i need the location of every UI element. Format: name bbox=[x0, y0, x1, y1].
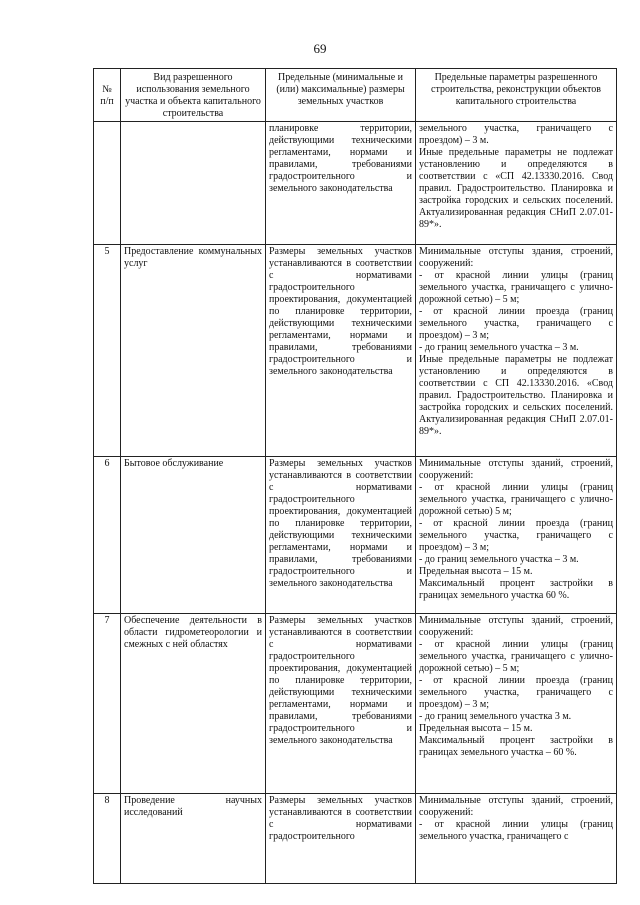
param-line: Минимальные отступы здания, строений, сооружений: bbox=[419, 246, 613, 269]
row-build-params bbox=[416, 457, 617, 614]
row-build-params bbox=[416, 245, 617, 457]
header-build-params: Предельные параметры разрешенного строительства, реконструкции объектов капитального строительства bbox=[416, 69, 617, 122]
row-build-params bbox=[416, 122, 617, 245]
param-line: - от красной линии проезда (границ земельного участка, граничащего с проездом) – 3 м; bbox=[419, 518, 613, 553]
row-use-type: Проведение научных исследований bbox=[121, 794, 266, 884]
row-plot-sizes: планировке территории, действующими техническими регламентами, нормами и правилами, требованиями градостроительного и земельного законодательства bbox=[266, 122, 416, 245]
row-number bbox=[94, 122, 121, 245]
param-line: - от красной линии улицы (границ земельного участка, граничащего с улично-дорожной сетью) – 5 м; bbox=[419, 639, 613, 674]
param-line: Иные предельные параметры не подлежат установлению и определяются в соответствии с «СП 42.13330.2016. Свод правил. Градостроительство. Планировка и застройка городских и сельских поселений. Актуализированная редакция СНиП 2.07.01-89*». bbox=[419, 147, 613, 230]
param-line: - до границ земельного участка 3 м. bbox=[419, 711, 572, 722]
param-line: - до границ земельного участка – 3 м. bbox=[419, 554, 579, 565]
param-line: Иные предельные параметры не подлежат установлению и определяются в соответствии с СП 42.13330.2016. «Свод правил. Градостроительство. Планировка и застройка городских и сельских поселений. Актуализированная редакция СНиП 2.07.01-89*». bbox=[419, 354, 613, 437]
table-row bbox=[94, 457, 617, 614]
table-header-row bbox=[94, 69, 617, 122]
table-row bbox=[94, 794, 617, 884]
header-number: № п/п bbox=[94, 69, 121, 122]
zoning-table bbox=[93, 68, 617, 884]
param-line: - от красной линии улицы (границ земельного участка, граничащего с bbox=[419, 819, 613, 842]
table-body bbox=[94, 122, 617, 884]
row-use-type: Бытовое обслуживание bbox=[121, 457, 266, 614]
row-use-type: Предоставление коммунальных услуг bbox=[121, 245, 266, 457]
param-line: земельного участка, граничащего с проездом) – 3 м. bbox=[419, 123, 613, 146]
row-use-type bbox=[121, 122, 266, 245]
row-number: 6 bbox=[94, 457, 121, 614]
param-line: - от красной линии проезда (границ земельного участка, граничащего с проездом) – 3 м; bbox=[419, 306, 613, 341]
param-line: Предельная высота – 15 м. bbox=[419, 723, 533, 734]
header-plot-sizes: Предельные (минимальные и (или) максимальные) размеры земельных участков bbox=[266, 69, 416, 122]
param-line: Максимальный процент застройки в границах земельного участка – 60 %. bbox=[419, 735, 613, 758]
param-line: Предельная высота – 15 м. bbox=[419, 566, 533, 577]
table-row bbox=[94, 122, 617, 245]
row-plot-sizes: Размеры земельных участков устанавливаются в соответствии с нормативами градостроительного проектирования, документацией по планировке территории, действующими техническими регламентами, нормами и правилами, требованиями градостроительного и земельного законодательства bbox=[266, 614, 416, 794]
param-line: Минимальные отступы зданий, строений, сооружений: bbox=[419, 615, 613, 638]
header-use-type: Вид разрешенного использования земельного участка и объекта капитального строительства bbox=[121, 69, 266, 122]
row-number: 7 bbox=[94, 614, 121, 794]
row-build-params bbox=[416, 794, 617, 884]
page-number: 69 bbox=[313, 41, 327, 56]
param-line: Минимальные отступы зданий, строений, сооружений: bbox=[419, 795, 613, 818]
row-plot-sizes: Размеры земельных участков устанавливаются в соответствии с нормативами градостроительного bbox=[266, 794, 416, 884]
row-number: 5 bbox=[94, 245, 121, 457]
row-use-type: Обеспечение деятельности в области гидрометеорологии и смежных с ней областях bbox=[121, 614, 266, 794]
row-number: 8 bbox=[94, 794, 121, 884]
table-row bbox=[94, 245, 617, 457]
param-line: Минимальные отступы зданий, строений, сооружений: bbox=[419, 458, 613, 481]
param-line: - от красной линии улицы (границ земельного участка, граничащего с улично-дорожной сетью) – 5 м; bbox=[419, 270, 613, 305]
table-row bbox=[94, 614, 617, 794]
param-line: Максимальный процент застройки в границах земельного участка 60 %. bbox=[419, 578, 613, 601]
param-line: - до границ земельного участка – 3 м. bbox=[419, 342, 579, 353]
row-build-params bbox=[416, 614, 617, 794]
row-plot-sizes: Размеры земельных участков устанавливаются в соответствии с нормативами градостроительного проектирования, документацией по планировке территории, действующими техническими регламентами, нормами и правилами, требованиями градостроительного и земельного законодательства bbox=[266, 457, 416, 614]
param-line: - от красной линии улицы (границ земельного участка, граничащего с улично-дорожной сетью) 5 м; bbox=[419, 482, 613, 517]
row-plot-sizes: Размеры земельных участков устанавливаются в соответствии с нормативами градостроительного проектирования, документацией по планировке территории, действующими техническими регламентами, нормами и правилами, требованиями градостроительного и земельного законодательства bbox=[266, 245, 416, 457]
param-line: - от красной линии проезда (границ земельного участка, граничащего с проездом) – 3 м; bbox=[419, 675, 613, 710]
